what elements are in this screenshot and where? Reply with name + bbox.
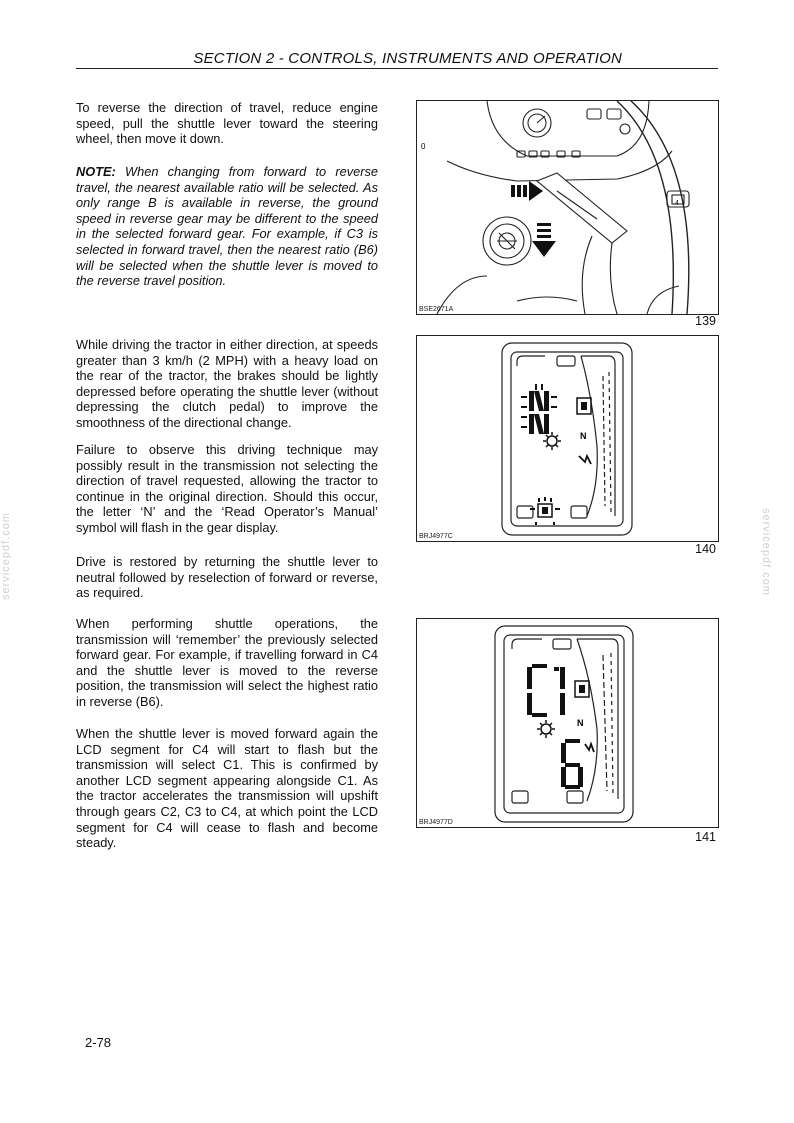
paragraph-text: When performing shuttle operations, the transmission will ‘remember’ the previously selected forward gear. For example, if travelling forward in C4 and the shuttle lever is moved to the reverse position, the transmission will select the highest ratio in reverse (B6). [76, 616, 378, 709]
panel-label: 4 [675, 200, 679, 207]
watermark-right: servicepdf.com [760, 508, 772, 596]
paragraph-heavy-load [76, 337, 378, 431]
figure-lcd-c1 [416, 618, 719, 828]
page-number: 2-78 [85, 1035, 112, 1050]
paragraph-text: While driving the tractor in either direction, at speeds greater than 3 km/h (2 MPH) with a heavy load on the rear of the tractor, the brakes should be lightly depressed before operating the shuttle lever (without depressing the clutch pedal) to improve the smoothness of the directional change. [76, 337, 378, 430]
figure-number: 140 [695, 542, 716, 556]
paragraph-drive-restored [76, 554, 378, 601]
figure-code: BRJ4977C [419, 533, 453, 540]
figure-number: 141 [695, 830, 716, 844]
neutral-letter: N [577, 718, 584, 728]
paragraph-reverse-direction [76, 100, 378, 147]
figure-number: 139 [695, 314, 716, 328]
note-block [76, 164, 378, 289]
paragraph-failure [76, 442, 378, 536]
figure-code: BRJ4977D [419, 819, 453, 826]
lcd-display-c1 [417, 619, 718, 827]
paragraph-text: Drive is restored by returning the shuttle lever to neutral followed by reselection of forward or reverse, as required. [76, 554, 378, 601]
paragraph-text: Failure to observe this driving technique may possibly result in the transmission not selecting the direction of travel requested, allowing the tractor to continue in the original direction. Should this occur, the letter ‘N’ and the ‘Read Operator’s Manual’ symbol will flash in the gear display. [76, 442, 378, 535]
shuttle-lever-illustration [417, 101, 718, 314]
sun-icon [537, 720, 555, 738]
figure-shuttle-lever [416, 100, 719, 315]
speed-icon [585, 744, 594, 752]
corner-label: 0 [421, 142, 426, 151]
figure-lcd-neutral [416, 335, 719, 542]
paragraph-text: When the shuttle lever is moved forward again the LCD segment for C4 will start to flash but the transmission will select C1. This is confirmed by another LCD segment appearing alongside C1. As the tractor accelerates the transmission will upshift through gears C2, C3 to C4, at which point the LCD segment for C4 will cease to flash and become steady. [76, 726, 378, 851]
lcd-display-neutral [417, 336, 718, 541]
note-label: NOTE: [76, 164, 116, 179]
paragraph-shuttle-memory [76, 616, 378, 710]
figure-code: BSE2671A [419, 306, 454, 313]
sun-icon [543, 432, 561, 450]
watermark-left: servicepdf.com [0, 512, 12, 600]
section-title: SECTION 2 - CONTROLS, INSTRUMENTS AND OPERATION [193, 50, 622, 67]
note-paragraph [76, 164, 378, 289]
page-header [76, 48, 718, 69]
neutral-letter: N [580, 431, 587, 441]
speed-icon [579, 456, 591, 464]
paragraph-text: To reverse the direction of travel, reduce engine speed, pull the shuttle lever toward the steering wheel, then move it down. [76, 100, 378, 147]
note-text: When changing from forward to reverse travel, the nearest available ratio will be selected. As only range B is available in reverse, the ground speed in reverse gear may be different to the speed in the selected forward gear. For example, if C3 is selected in forward travel, then the nearest ratio (B6) will be selected when the shuttle lever is moved to the reverse travel position. [76, 164, 378, 289]
paragraph-forward-again [76, 726, 378, 851]
